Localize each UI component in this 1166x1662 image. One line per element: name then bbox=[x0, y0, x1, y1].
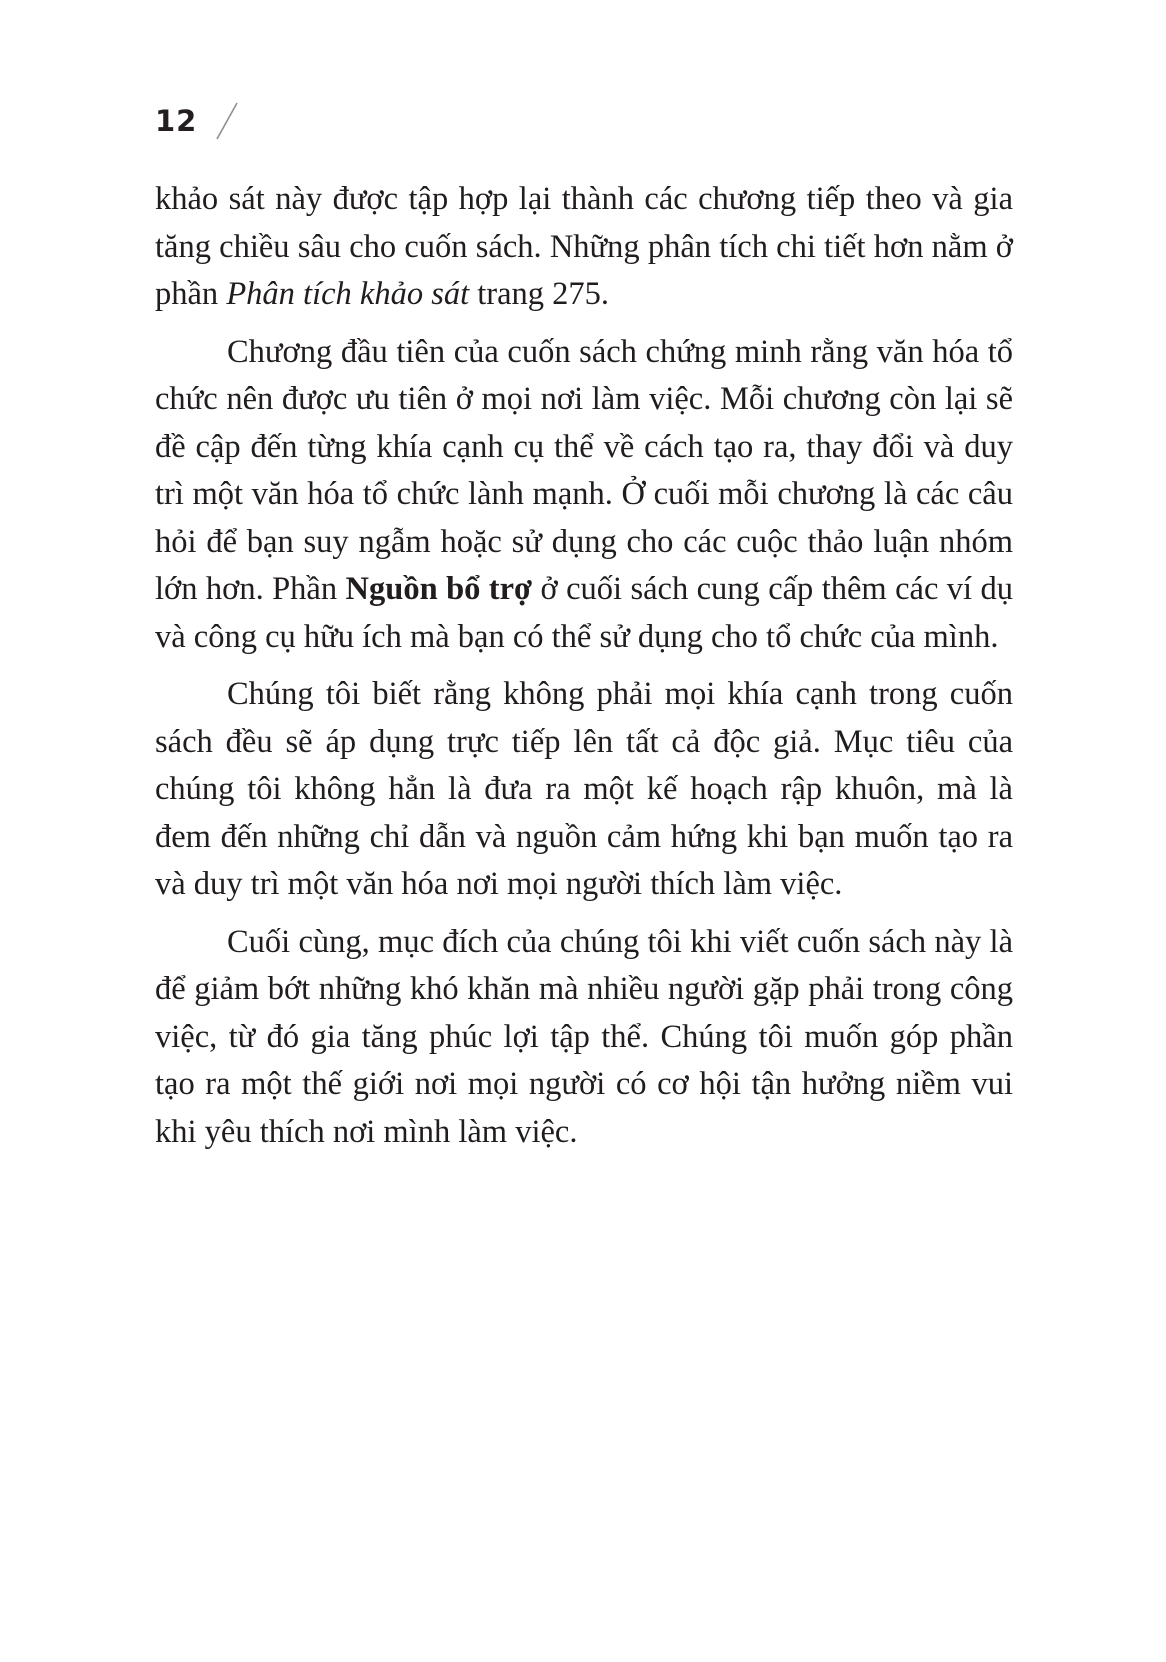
paragraph-2-text: Chương đầu tiên của cuốn sách chứng minh rằng văn hóa tổ chức nên được ưu tiên ở mọi nơi làm việc. Mỗi chương còn lại sẽ đề cập đến từng khía cạnh cụ thể về cách tạo ra, thay đổi và duy trì một văn hóa tổ chức lành mạnh. Ở cuối mỗi chương là các câu hỏi để bạn suy ngẫm hoặc sử dụng cho các cuộc thảo luận nhóm lớn hơn. Phần bbox=[155, 333, 1013, 607]
paragraph-1-italic-reference: Phân tích khảo sát bbox=[226, 276, 470, 312]
page-number: 12 bbox=[155, 103, 198, 138]
paragraph-3-text: Chúng tôi biết rằng không phải mọi khía cạnh trong cuốn sách đều sẽ áp dụng trực tiếp lên tất cả độc giả. Mục tiêu của chúng tôi không hẳn là đưa ra một kế hoạch rập khuôn, mà là đem đến những chỉ dẫn và nguồn cảm hứng khi bạn muốn tạo ra và duy trì một văn hóa nơi mọi người thích làm việc. bbox=[155, 676, 1013, 902]
body-text bbox=[155, 176, 1013, 1166]
paragraph-4-text: Cuối cùng, mục đích của chúng tôi khi viết cuốn sách này là để giảm bớt những khó khăn mà nhiều người gặp phải trong công việc, từ đó gia tăng phúc lợi tập thể. Chúng tôi muốn góp phần tạo ra một thế giới nơi mọi người có cơ hội tận hưởng niềm vui khi yêu thích nơi mình làm việc. bbox=[155, 923, 1013, 1150]
paragraph-1 bbox=[155, 176, 1013, 319]
page-header bbox=[155, 100, 241, 142]
paragraph-2-text-after: ở cuối sách cung cấp thêm các ví dụ và công cụ hữu ích mà bạn có thể sử dụng cho tổ chức của mình. bbox=[155, 571, 1014, 655]
paragraph-3 bbox=[155, 671, 1013, 909]
paragraph-1-text-after: trang 275. bbox=[469, 276, 610, 312]
paragraph-4 bbox=[155, 919, 1013, 1157]
slash-icon bbox=[213, 100, 241, 142]
paragraph-2-bold-section-name: Nguồn bổ trợ bbox=[345, 571, 533, 607]
paragraph-2 bbox=[155, 329, 1013, 662]
paragraph-1-text: khảo sát này được tập hợp lại thành các chương tiếp theo và gia tăng chiều sâu cho cuốn sách. Những phân tích chi tiết hơn nằm ở phần bbox=[155, 181, 1013, 312]
